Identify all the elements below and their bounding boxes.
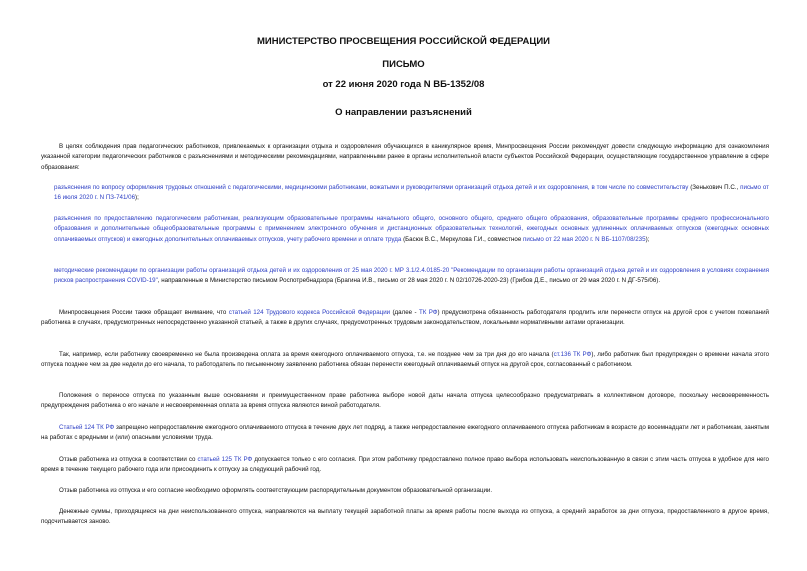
list-item-text: (Зенькович П.С., <box>688 184 741 191</box>
paragraph-text: Минпросвещения России также обращает внимание, что <box>59 309 229 316</box>
link-methodical-recommendations[interactable]: методические рекомендации по организации работы организаций отдыха детей и их оздоровления от 25 мая 2020 г. МР 3.1/2.4.0185-20 "Рекомендации по организации работы организаций отдыха детей и их оздоровления в условиях сохранения рисков распространения COVID-19" <box>54 267 769 285</box>
document-date-number: от 22 июня 2020 года N ВБ-1352/08 <box>322 79 485 90</box>
paragraph-recall <box>41 455 769 476</box>
ministry-title: МИНИСТЕРСТВО ПРОСВЕЩЕНИЯ РОССИЙСКОЙ ФЕДЕРАЦИИ <box>256 36 551 47</box>
paragraph-text: Отзыв работника из отпуска в соответствии со <box>59 456 198 463</box>
list-item-text: , направленные в Министерство письмом Роспотребнадзора (Брагина И.В., письмо от 28 мая 2020 г. N 02/10726-2020-23) (Грибов Д.Е., письмо от 29 мая 2020 г. N ДГ-575/06). <box>157 277 661 285</box>
paragraph-text: допускается только с его согласия. При этом работнику предоставлено полное право выбора использовать неиспользованную в связи с этим часть отпуска в удобное для него время в течение текущего рабочего года или присоединить к отпуску за следующий рабочий год. <box>41 456 769 474</box>
list-item-text: ); <box>645 235 650 243</box>
paragraph-payments: Денежные суммы, приходящиеся на дни неиспользованного отпуска, направляются на выплату текущей заработной платы за время работы после выхода из отпуска, а средний заработок за дни отпуска, предоставленного в другое время, подсчитывается заново. <box>41 508 769 526</box>
paragraph-text: Так, например, если работнику своевременно не была произведена оплата за время ежегодного оплачиваемого отпуска, т.е. не позднее чем за три дня до его начала ( <box>59 351 554 358</box>
document-subject: О направлении разъяснений <box>335 107 472 118</box>
paragraph-text: ), либо работник был предупрежден о времени начала этого отпуска позднее чем за две недели до его начала, то работодатель по письменному заявлению работника обязан перенести ежегодный оплачиваемый отпуск на другой срок, согласованный с работником. <box>41 351 770 369</box>
paragraph-text: (далее - <box>390 309 419 316</box>
link-labor-code[interactable]: ТК РФ <box>418 309 438 316</box>
document-type: ПИСЬМО <box>382 59 425 70</box>
link-article-136[interactable]: ст.136 ТК РФ <box>553 351 592 358</box>
link-letter-pz-741[interactable]: письмо от 16 июля 2020 г. N ПЗ-741/06 <box>54 184 770 202</box>
list-item-text: ); <box>135 194 139 202</box>
link-article-124-labor-code[interactable]: статьей 124 Трудового кодекса Российской Федерации <box>228 309 391 316</box>
list-item-text: (Басюк В.С., Меркулова Г.И., совместное <box>401 235 523 243</box>
list-item-leave-clarifications <box>54 214 769 245</box>
paragraph-text: ) предусмотрена обязанность работодателя продлить или перенести отпуск на другой срок с учетом пожеланий работника в случаях, предусмотренных непосредственно указанной статьей, а также в других случаях, предусмотренных трудовым законодательством, локальными нормативными актами организации. <box>41 309 769 327</box>
paragraph-prohibition <box>41 423 769 444</box>
link-article-125[interactable]: статьей 125 ТК РФ <box>197 456 253 463</box>
link-letter-vb-1107[interactable]: письмо от 22 мая 2020 г. N ВБ-1107/08/235 <box>522 235 646 243</box>
link-leave-clarifications[interactable]: разъяснения по предоставлению педагогическим работникам, реализующим образовательные программы начального общего, основного общего, среднего общего образования, образовательные программы среднего профессионального образования и дополнительные общеобразовательные программы с применением электронного обучения и дистанционных образовательных технологий, ежегодных основных удлиненных оплачиваемых отпусков (ежегодных основных оплачиваемых отпусков) и ежегодных дополнительных оплачиваемых отпусков, учету рабочего времени и оплате труда <box>54 215 769 243</box>
link-article-124[interactable]: Статьей 124 ТК РФ <box>59 424 115 431</box>
list-item-methodical-recommendations <box>54 266 769 287</box>
paragraph-article-124 <box>41 308 769 329</box>
link-clarifications[interactable]: разъяснения по вопросу оформления трудовых отношений с педагогическими, медицинскими работниками, вожатыми и руководителями организаций отдыха детей и их оздоровления, в том числе по совместительству <box>54 184 689 191</box>
list-item-clarifications <box>54 183 769 204</box>
paragraph-collective-agreement: Положения о переносе отпуска по указанным выше основаниям и преимущественном праве работника выборе новой даты начала отпуска целесообразно предусматривать в коллективном договоре, поскольку несвоевременность предупреждения работника о его начале и несвоевременная оплата за время отпуска являются виной работодателя. <box>41 392 769 410</box>
paragraph-recall-document: Отзыв работника из отпуска и его согласие необходимо оформлять соответствующим распорядительным документом образовательной организации. <box>59 487 493 494</box>
paragraph-text: запрещено непредоставление ежегодного оплачиваемого отпуска в течение двух лет подряд, а также непредоставление ежегодного оплачиваемого отпуска работникам в возрасте до восемнадцати лет и работникам, занятым на работах с вредными и (или) опасными условиями труда. <box>41 424 769 442</box>
intro-paragraph: В целях соблюдения прав педагогических работников, привлекаемых к организации отдыха и оздоровления обучающихся в каникулярное время, Минпросвещения России рекомендует довести следующую информацию для ознакомления указанной категории педагогических работников с разъяснениями и методическими рекомендациями, направленными ранее в органы исполнительной власти субъектов Российской Федерации, осуществляющие государственное управление в сфере образования: <box>41 143 769 171</box>
paragraph-example <box>41 350 769 371</box>
